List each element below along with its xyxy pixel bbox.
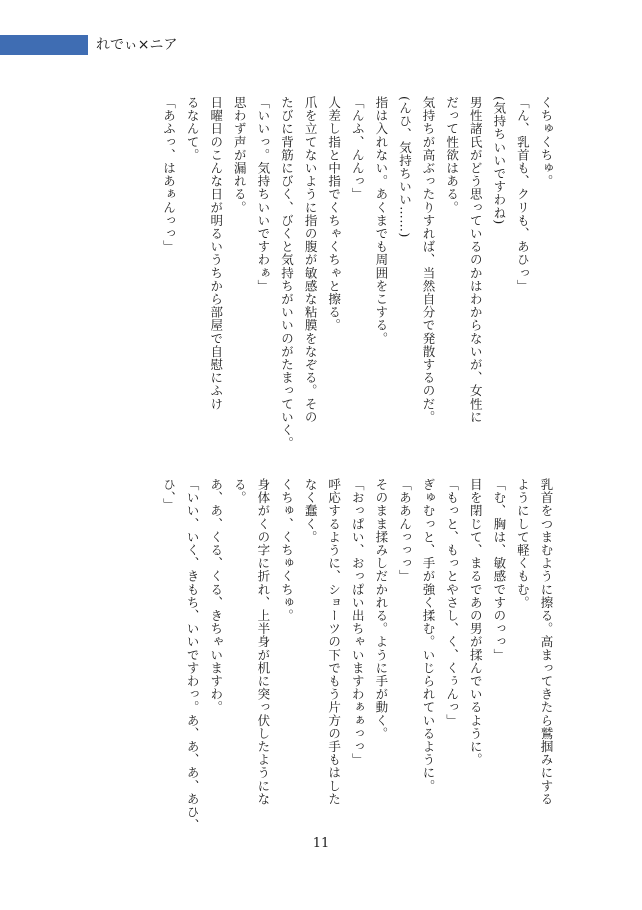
- text-line: 「んふ、んんっ」: [350, 96, 366, 201]
- text-line: ようにして軽くもむ。: [515, 478, 531, 609]
- text-line: 気持ちが高ぶったりすれば、当然自分で発散するのだ。: [421, 96, 437, 424]
- text-line: 目を閉じて、まるであの男が揉んでいるように。: [468, 478, 484, 767]
- upper-text-column: [78, 96, 558, 456]
- page-number: 11: [312, 836, 330, 851]
- text-line: 「いいっ。気持ちいいですわぁ」: [255, 96, 271, 293]
- running-header-title: れでぃ×ニア: [96, 37, 178, 53]
- text-line: 爪を立てないように指の腹が敏感な粘膜をなぞる。その: [303, 96, 319, 424]
- text-line: そのまま揉みしだかれる。ように手が動く。: [373, 478, 389, 740]
- text-line: 「む、胸は、敏感ですのっっ」: [491, 478, 507, 662]
- text-line: 呼応するように、ショーツの下でもう片方の手もはした: [326, 478, 342, 806]
- text-line: 人差し指と中指でくちゃくちゃと擦る。: [326, 96, 342, 332]
- text-line: 「あふっ、はあぁんっっ」: [161, 96, 177, 254]
- lower-text-column: [78, 478, 558, 838]
- text-line: るなんて。: [185, 96, 201, 162]
- text-line: ぎゅむっと、手が強く揉む。いじられているように。: [421, 478, 437, 793]
- text-line: なく蠢く。: [303, 478, 319, 544]
- text-line: (気持ちいいですわね): [491, 96, 507, 225]
- text-line: る。: [232, 478, 248, 505]
- text-line: 日曜日のこんな日が明るいうちから部屋で自慰にふけ: [208, 96, 224, 411]
- header-accent-bar: [0, 35, 88, 55]
- text-line: あ、あ、くる、くる、きちゃいますわ。: [208, 478, 224, 714]
- text-line: 「ああんっっっ」: [397, 478, 413, 583]
- text-line: 「ん、乳首も、クリも、あひっ」: [515, 96, 531, 293]
- text-line: 乳首をつまむように擦る。高まってきたら鷲掴みにする: [539, 478, 554, 806]
- text-line: だって性欲はある。: [444, 96, 460, 214]
- text-line: たびに背筋にびく、びくと気持ちがいいのがたまっていく。: [279, 96, 295, 450]
- text-line: 男性諸氏がどう思っているのかはわからないが、女性に: [468, 96, 484, 424]
- text-line: ひ、」: [161, 478, 177, 512]
- text-line: 「いい、いく、きもち、いいですわっ。あ、あ、あ、あひ、: [185, 478, 201, 832]
- text-line: 指は入れない。あくまでも周囲をこする。: [373, 96, 389, 345]
- text-line: (んひ、気持ちいい……): [397, 96, 413, 238]
- text-line: 思わず声が漏れる。: [232, 96, 248, 214]
- text-line: 身体がくの字に折れ、上半身が机に突っ伏したようにな: [255, 478, 271, 806]
- text-line: くちゅくちゅ。: [539, 96, 554, 188]
- text-line: くちゅ、くちゅくちゅ。: [279, 478, 295, 623]
- text-line: 「もっと、もっとやさし、く、くぅんっ」: [444, 478, 460, 727]
- text-line: 「おっぱい、おっぱい出ちゃいますわぁぁっっ」: [350, 478, 366, 767]
